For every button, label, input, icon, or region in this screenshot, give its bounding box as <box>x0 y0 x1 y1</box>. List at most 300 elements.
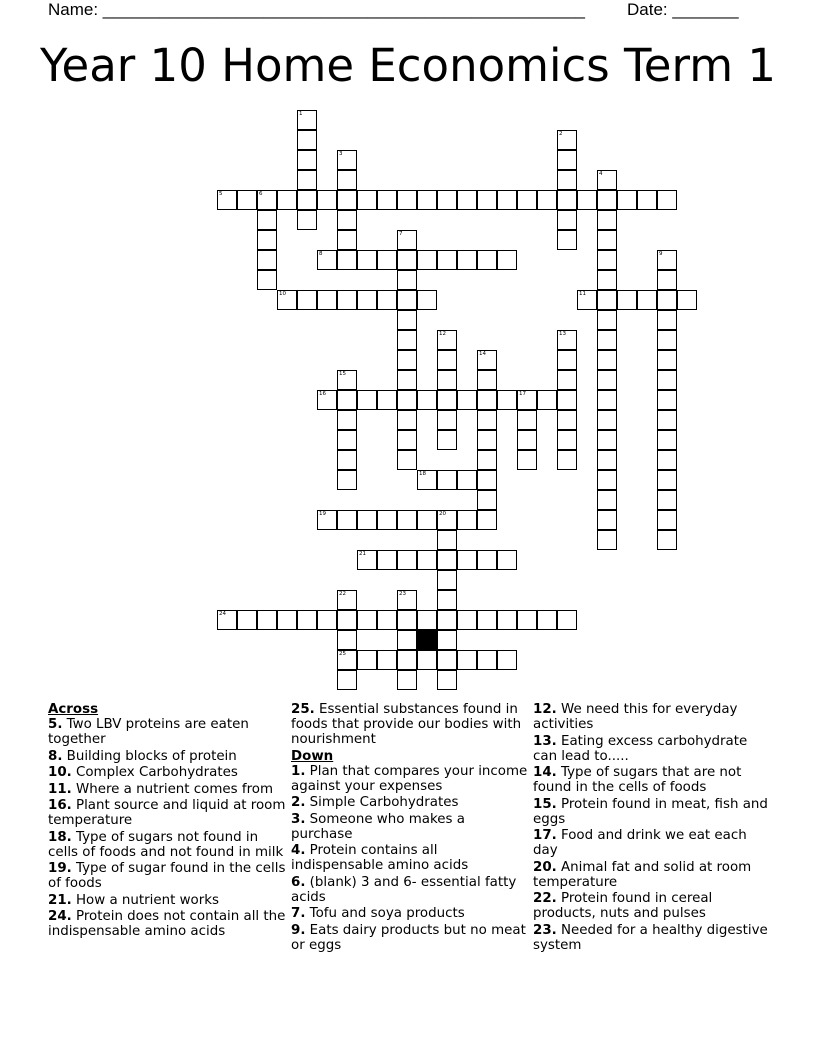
clue-number: 5 <box>219 191 223 197</box>
grid-cell[interactable] <box>557 130 577 150</box>
grid-cell[interactable] <box>477 610 497 630</box>
grid-cell[interactable] <box>517 410 537 430</box>
grid-cell[interactable] <box>377 550 397 570</box>
grid-cell[interactable] <box>657 470 677 490</box>
grid-cell[interactable] <box>637 190 657 210</box>
down-clue <box>533 765 773 795</box>
grid-cell[interactable] <box>597 250 617 270</box>
clue-num: 19. <box>48 861 72 876</box>
grid-cell[interactable] <box>337 250 357 270</box>
grid-cell[interactable] <box>597 290 617 310</box>
clue-text: Eating excess carbohydrate can lead to..... <box>533 733 748 764</box>
grid-cell[interactable] <box>377 390 397 410</box>
grid-cell[interactable] <box>557 350 577 370</box>
grid-cell[interactable] <box>597 230 617 250</box>
grid-cell[interactable] <box>337 290 357 310</box>
down-clue <box>291 843 529 873</box>
grid-cell[interactable] <box>657 270 677 290</box>
grid-cell[interactable] <box>657 290 677 310</box>
grid-cell[interactable] <box>497 190 517 210</box>
grid-cell[interactable] <box>397 630 417 650</box>
grid-cell[interactable] <box>257 210 277 230</box>
clue-num: 13. <box>533 733 557 749</box>
grid-cell[interactable] <box>597 470 617 490</box>
grid-cell[interactable] <box>437 330 457 350</box>
clue-num: 11. <box>48 781 72 797</box>
clue-number: 25 <box>339 651 346 657</box>
grid-cell[interactable] <box>297 110 317 130</box>
grid-cell[interactable] <box>377 290 397 310</box>
grid-cell[interactable] <box>557 450 577 470</box>
clue-num: 8. <box>48 748 63 764</box>
grid-cell[interactable] <box>517 610 537 630</box>
grid-cell[interactable] <box>437 370 457 390</box>
grid-cell[interactable] <box>397 370 417 390</box>
clue-number: 11 <box>579 291 586 297</box>
grid-cell[interactable] <box>477 490 497 510</box>
grid-cell[interactable] <box>657 350 677 370</box>
grid-cell[interactable] <box>437 250 457 270</box>
grid-cell[interactable] <box>437 470 457 490</box>
clue-number: 9 <box>659 251 663 257</box>
grid-cell[interactable] <box>597 510 617 530</box>
grid-cell[interactable] <box>317 290 337 310</box>
grid-cell[interactable] <box>477 190 497 210</box>
grid-cell[interactable] <box>397 290 417 310</box>
down-clue <box>291 764 529 794</box>
grid-cell[interactable] <box>517 430 537 450</box>
clue-num: 2. <box>291 795 306 810</box>
grid-cell[interactable] <box>297 170 317 190</box>
clue-num: 5. <box>48 717 63 732</box>
clue-number: 12 <box>439 331 446 337</box>
clue-text: Where a nutrient comes from <box>71 781 274 797</box>
clue-number: 18 <box>419 471 426 477</box>
grid-cell[interactable] <box>397 410 417 430</box>
grid-cell[interactable] <box>477 410 497 430</box>
grid-cell[interactable] <box>477 350 497 370</box>
grid-cell[interactable] <box>357 190 377 210</box>
grid-cell[interactable] <box>457 470 477 490</box>
grid-cell[interactable] <box>517 190 537 210</box>
grid-cell[interactable] <box>537 190 557 210</box>
clue-text: Plant source and liquid at room temperature <box>48 798 286 828</box>
grid-cell[interactable] <box>477 390 497 410</box>
clue-text: Type of sugars not found in cells of foods and not found in milk <box>48 829 284 860</box>
clue-text: Protein found in cereal products, nuts and pulses <box>533 891 713 921</box>
grid-cell[interactable] <box>457 510 477 530</box>
clue-text: Protein contains all indispensable amino acids <box>291 843 469 873</box>
down-clue <box>533 923 773 953</box>
clue-num: 15. <box>533 796 557 812</box>
grid-cell[interactable] <box>217 190 237 210</box>
grid-cell[interactable] <box>477 370 497 390</box>
grid-cell[interactable] <box>357 650 377 670</box>
grid-cell[interactable] <box>357 510 377 530</box>
grid-cell[interactable] <box>337 450 357 470</box>
clue-num: 24. <box>48 909 72 924</box>
clue-num: 25. <box>291 702 315 717</box>
grid-cell[interactable] <box>497 610 517 630</box>
clue-text: Needed for a healthy digestive system <box>533 922 768 953</box>
grid-cell[interactable] <box>337 190 357 210</box>
clue-number: 24 <box>219 611 226 617</box>
grid-cell[interactable] <box>297 150 317 170</box>
grid-cell[interactable] <box>357 290 377 310</box>
grid-cell[interactable] <box>437 410 457 430</box>
clue-text: Eats dairy products but no meat or eggs <box>291 922 526 953</box>
grid-cell[interactable] <box>657 510 677 530</box>
across-clue <box>48 765 288 780</box>
grid-cell[interactable] <box>477 470 497 490</box>
grid-cell[interactable] <box>377 510 397 530</box>
grid-cell[interactable] <box>337 470 357 490</box>
across-clue <box>48 749 288 764</box>
clue-text: Type of sugars that are not found in the cells of foods <box>533 765 742 795</box>
grid-cell[interactable] <box>317 250 337 270</box>
grid-cell[interactable] <box>397 610 417 630</box>
grid-cell[interactable] <box>277 190 297 210</box>
grid-cell[interactable] <box>577 190 597 210</box>
clue-text: Protein does not contain all the indispensable amino acids <box>48 909 286 939</box>
clue-num: 22. <box>533 891 557 906</box>
grid-cell[interactable] <box>337 370 357 390</box>
grid-cell[interactable] <box>517 450 537 470</box>
grid-cell[interactable] <box>597 330 617 350</box>
grid-cell[interactable] <box>557 230 577 250</box>
grid-cell[interactable] <box>657 390 677 410</box>
down-clue <box>533 891 773 921</box>
down-clue <box>533 828 773 858</box>
clue-number: 6 <box>259 191 263 197</box>
clue-text: Tofu and soya products <box>305 906 465 921</box>
grid-cell[interactable] <box>557 210 577 230</box>
grid-cell[interactable] <box>417 250 437 270</box>
grid-cell[interactable] <box>257 250 277 270</box>
grid-cell[interactable] <box>557 390 577 410</box>
grid-cell[interactable] <box>657 530 677 550</box>
clue-number: 7 <box>399 231 403 237</box>
grid-cell[interactable] <box>437 570 457 590</box>
grid-cell[interactable] <box>317 190 337 210</box>
down-clue <box>291 875 529 905</box>
grid-cell[interactable] <box>557 430 577 450</box>
grid-cell[interactable] <box>657 490 677 510</box>
grid-cell[interactable] <box>397 310 417 330</box>
across-clue <box>48 717 288 747</box>
grid-cell[interactable] <box>437 390 457 410</box>
grid-cell[interactable] <box>337 210 357 230</box>
grid-cell[interactable] <box>477 510 497 530</box>
clue-text: Complex Carbohydrates <box>71 765 238 780</box>
grid-cell[interactable] <box>517 390 537 410</box>
grid-cell[interactable] <box>337 610 357 630</box>
clue-number: 2 <box>559 131 563 137</box>
grid-cell[interactable] <box>437 190 457 210</box>
grid-cell[interactable] <box>337 410 357 430</box>
grid-cell[interactable] <box>657 450 677 470</box>
grid-cell[interactable] <box>377 190 397 210</box>
clue-num: 21. <box>48 892 72 908</box>
grid-cell[interactable] <box>357 390 377 410</box>
grid-cell[interactable] <box>257 270 277 290</box>
clue-number: 13 <box>559 331 566 337</box>
clue-num: 16. <box>48 798 72 813</box>
grid-cell[interactable] <box>337 650 357 670</box>
clue-number: 19 <box>319 511 326 517</box>
grid-cell[interactable] <box>457 550 477 570</box>
grid-cell[interactable] <box>457 650 477 670</box>
grid-cell[interactable] <box>437 630 457 650</box>
clue-number: 22 <box>339 591 346 597</box>
across-clue <box>48 782 288 797</box>
grid-cell[interactable] <box>437 650 457 670</box>
grid-cell[interactable] <box>657 410 677 430</box>
clue-number: 4 <box>599 171 603 177</box>
clue-number: 17 <box>519 391 526 397</box>
grid-cell[interactable] <box>257 190 277 210</box>
clue-num: 1. <box>291 763 306 779</box>
grid-cell[interactable] <box>397 550 417 570</box>
grid-cell[interactable] <box>377 610 397 630</box>
clue-text: Someone who makes a purchase <box>291 811 465 842</box>
grid-cell[interactable] <box>237 190 257 210</box>
grid-cell[interactable] <box>537 610 557 630</box>
clue-number: 1 <box>299 111 303 117</box>
grid-cell[interactable] <box>437 590 457 610</box>
grid-cell[interactable] <box>657 190 677 210</box>
clue-number: 3 <box>339 151 343 157</box>
grid-cell[interactable] <box>337 150 357 170</box>
clue-text: Food and drink we eat each day <box>533 828 747 858</box>
grid-cell[interactable] <box>277 610 297 630</box>
name-field[interactable]: Name: ___________________________________________________ <box>48 0 585 19</box>
clue-number: 16 <box>319 391 326 397</box>
grid-cell[interactable] <box>417 290 437 310</box>
clue-num: 17. <box>533 828 557 843</box>
grid-cell[interactable] <box>557 330 577 350</box>
grid-cell[interactable] <box>397 190 417 210</box>
grid-cell[interactable] <box>297 130 317 150</box>
grid-cell[interactable] <box>477 550 497 570</box>
grid-cell[interactable] <box>657 310 677 330</box>
grid-cell[interactable] <box>457 190 477 210</box>
grid-cell[interactable] <box>557 190 577 210</box>
grid-cell[interactable] <box>317 610 337 630</box>
grid-cell[interactable] <box>597 370 617 390</box>
black-cell <box>417 630 437 650</box>
grid-cell[interactable] <box>597 170 617 190</box>
clue-num: 7. <box>291 906 306 921</box>
grid-cell[interactable] <box>417 390 437 410</box>
grid-cell[interactable] <box>597 530 617 550</box>
grid-cell[interactable] <box>437 610 457 630</box>
across-clue <box>291 702 529 747</box>
clue-text: We need this for everyday activities <box>533 702 738 732</box>
grid-cell[interactable] <box>457 250 477 270</box>
date-field[interactable]: Date: _______ <box>627 0 739 19</box>
grid-cell[interactable] <box>337 630 357 650</box>
grid-cell[interactable] <box>337 390 357 410</box>
grid-cell[interactable] <box>397 590 417 610</box>
grid-cell[interactable] <box>317 510 337 530</box>
clue-num: 4. <box>291 843 306 858</box>
grid-cell[interactable] <box>597 490 617 510</box>
clue-number: 21 <box>359 551 366 557</box>
grid-cell[interactable] <box>457 610 477 630</box>
grid-cell[interactable] <box>437 550 457 570</box>
grid-cell[interactable] <box>497 650 517 670</box>
grid-cell[interactable] <box>497 250 517 270</box>
clues-column-1 <box>48 702 288 941</box>
down-clue <box>291 906 529 921</box>
across-clue <box>48 861 288 891</box>
grid-cell[interactable] <box>417 610 437 630</box>
grid-cell[interactable] <box>437 350 457 370</box>
grid-cell[interactable] <box>397 510 417 530</box>
grid-cell[interactable] <box>297 190 317 210</box>
grid-cell[interactable] <box>337 430 357 450</box>
grid-cell[interactable] <box>317 390 337 410</box>
grid-cell[interactable] <box>337 590 357 610</box>
grid-cell[interactable] <box>597 310 617 330</box>
grid-cell[interactable] <box>357 610 377 630</box>
grid-cell[interactable] <box>557 410 577 430</box>
grid-cell[interactable] <box>357 550 377 570</box>
grid-cell[interactable] <box>337 670 357 690</box>
grid-cell[interactable] <box>597 390 617 410</box>
clue-number: 20 <box>439 511 446 517</box>
grid-cell[interactable] <box>657 250 677 270</box>
grid-cell[interactable] <box>597 210 617 230</box>
grid-cell[interactable] <box>397 270 417 290</box>
clue-number: 8 <box>319 251 323 257</box>
clue-text: Simple Carbohydrates <box>305 795 459 810</box>
grid-cell[interactable] <box>377 250 397 270</box>
across-clue <box>48 830 288 860</box>
grid-cell[interactable] <box>277 290 297 310</box>
clue-num: 3. <box>291 811 306 827</box>
grid-cell[interactable] <box>477 430 497 450</box>
grid-cell[interactable] <box>657 330 677 350</box>
down-clue <box>533 860 773 890</box>
across-clue <box>48 893 288 908</box>
grid-cell[interactable] <box>437 670 457 690</box>
grid-cell[interactable] <box>477 650 497 670</box>
grid-cell[interactable] <box>417 470 437 490</box>
grid-cell[interactable] <box>397 350 417 370</box>
grid-cell[interactable] <box>437 510 457 530</box>
grid-cell[interactable] <box>477 450 497 470</box>
grid-cell[interactable] <box>597 410 617 430</box>
clue-num: 18. <box>48 829 72 845</box>
clue-number: 15 <box>339 371 346 377</box>
clues-column-3 <box>533 702 773 954</box>
grid-cell[interactable] <box>357 250 377 270</box>
grid-cell[interactable] <box>677 290 697 310</box>
grid-cell[interactable] <box>397 250 417 270</box>
grid-cell[interactable] <box>497 550 517 570</box>
grid-cell[interactable] <box>397 230 417 250</box>
down-clue <box>533 797 773 827</box>
clue-text: How a nutrient works <box>71 892 219 908</box>
clue-text: Animal fat and solid at room temperature <box>533 859 752 890</box>
grid-cell[interactable] <box>377 650 397 670</box>
grid-cell[interactable] <box>397 430 417 450</box>
grid-cell[interactable] <box>397 330 417 350</box>
grid-cell[interactable] <box>557 170 577 190</box>
grid-cell[interactable] <box>597 270 617 290</box>
grid-cell[interactable] <box>237 610 257 630</box>
grid-cell[interactable] <box>337 170 357 190</box>
grid-cell[interactable] <box>337 230 357 250</box>
grid-cell[interactable] <box>217 610 237 630</box>
grid-cell[interactable] <box>597 430 617 450</box>
grid-cell[interactable] <box>337 510 357 530</box>
grid-cell[interactable] <box>477 250 497 270</box>
clue-text: Building blocks of protein <box>62 748 237 764</box>
grid-cell[interactable] <box>397 390 417 410</box>
grid-cell[interactable] <box>397 670 417 690</box>
grid-cell[interactable] <box>657 430 677 450</box>
clue-text: Two LBV proteins are eaten together <box>48 717 249 747</box>
clue-num: 10. <box>48 765 72 780</box>
clue-text: Plan that compares your income against your expenses <box>291 763 528 794</box>
grid-cell[interactable] <box>637 290 657 310</box>
grid-cell[interactable] <box>557 150 577 170</box>
down-clue <box>533 702 773 732</box>
clue-num: 9. <box>291 922 306 938</box>
page-title: Year 10 Home Economics Term 1 <box>40 39 776 92</box>
grid-cell[interactable] <box>397 650 417 670</box>
grid-cell[interactable] <box>617 290 637 310</box>
grid-cell[interactable] <box>557 610 577 630</box>
grid-cell[interactable] <box>437 430 457 450</box>
grid-cell[interactable] <box>597 450 617 470</box>
grid-cell[interactable] <box>537 390 557 410</box>
clues-column-2 <box>291 702 529 954</box>
clue-text: Protein found in meat, fish and eggs <box>533 796 768 827</box>
grid-cell[interactable] <box>297 290 317 310</box>
grid-cell[interactable] <box>397 450 417 470</box>
grid-cell[interactable] <box>557 370 577 390</box>
grid-cell[interactable] <box>597 190 617 210</box>
grid-cell[interactable] <box>497 390 517 410</box>
down-clue <box>291 923 529 953</box>
grid-cell[interactable] <box>437 530 457 550</box>
clue-text: (blank) 3 and 6- essential fatty acids <box>291 874 517 905</box>
grid-cell[interactable] <box>297 610 317 630</box>
clue-heading: Down <box>291 748 334 764</box>
grid-cell[interactable] <box>257 610 277 630</box>
grid-cell[interactable] <box>417 550 437 570</box>
grid-cell[interactable] <box>297 210 317 230</box>
grid-cell[interactable] <box>257 230 277 250</box>
grid-cell[interactable] <box>457 390 477 410</box>
grid-cell[interactable] <box>617 190 637 210</box>
clue-heading: Across <box>48 702 99 717</box>
grid-cell[interactable] <box>417 510 437 530</box>
clue-num: 12. <box>533 702 557 717</box>
grid-cell[interactable] <box>597 350 617 370</box>
grid-cell[interactable] <box>417 650 437 670</box>
down-clue <box>533 734 773 764</box>
grid-cell[interactable] <box>577 290 597 310</box>
grid-cell[interactable] <box>417 190 437 210</box>
down-clue <box>291 795 529 810</box>
grid-cell[interactable] <box>657 370 677 390</box>
across-clue <box>48 798 288 828</box>
